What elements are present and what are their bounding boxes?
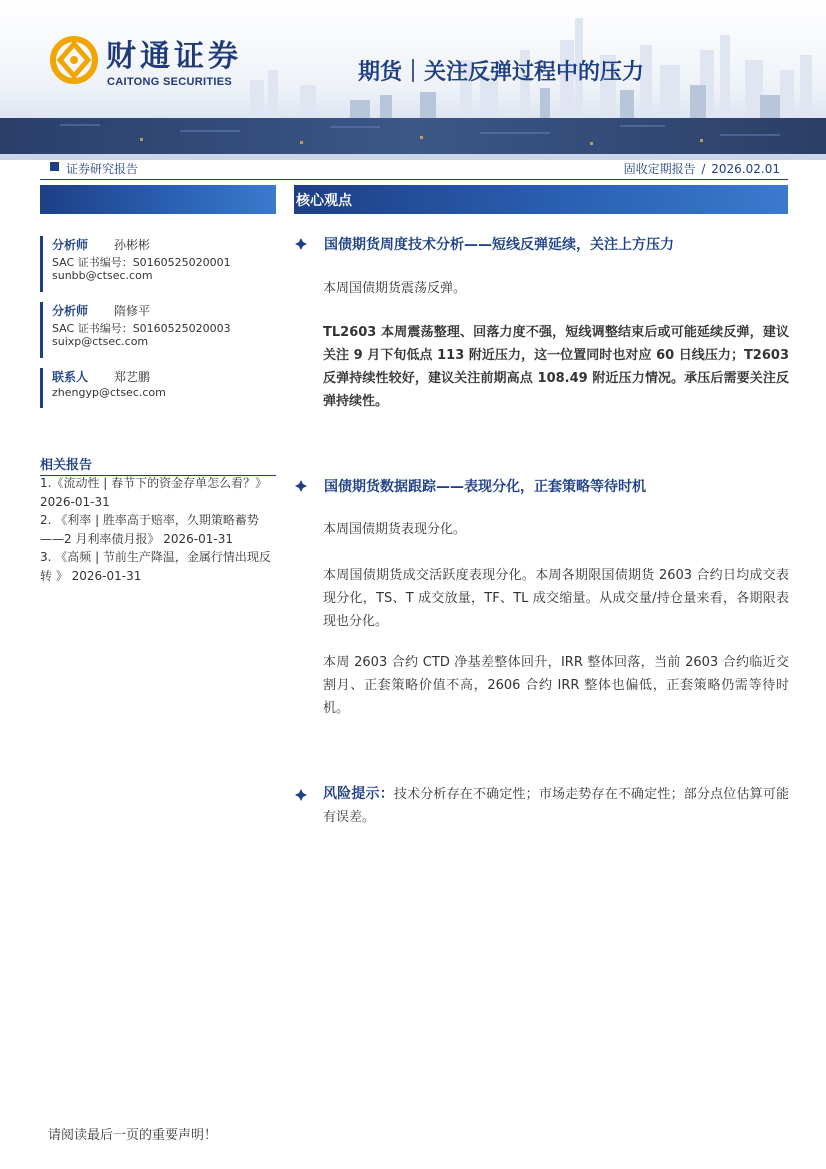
core-views-bar	[294, 185, 788, 214]
report-subbar	[40, 158, 788, 180]
contact-cert: SAC 证书编号：S0160525020001	[52, 256, 231, 269]
contact-cert: SAC 证书编号：S0160525020003	[52, 322, 231, 335]
section-paragraph: 本周国债期货表现分化。	[323, 522, 467, 537]
report-header	[0, 0, 826, 160]
contact-name: 孙彬彬	[114, 238, 151, 252]
contact-accent-line	[40, 236, 43, 292]
related-report-item[interactable]: 2. 《利率 | 胜率高于赔率，久期策略蓄势——2 月利率债月报》 2026-01-31	[40, 513, 259, 546]
caitong-logo-icon	[50, 36, 98, 84]
section-paragraph: 本周 2603 合约 CTD 净基差整体回升，IRR 整体回落，当前 2603 合约临近交割月、正套策略价值不高，2606 合约 IRR 整体也偏低，正套策略仍需等待时机。	[323, 655, 789, 716]
footer-disclaimer: 请阅读最后一页的重要声明！	[48, 1128, 218, 1143]
diamond-bullet-icon	[294, 237, 308, 251]
contact-email[interactable]: suixp@ctsec.com	[52, 335, 149, 348]
related-report-item[interactable]: 1.《流动性 | 春节下的资金存单怎么看？》 2026-01-31	[40, 476, 268, 509]
brand-name-en: CAITONG SECURITIES	[107, 76, 232, 88]
risk-warning	[323, 783, 789, 829]
section-heading-technical: 国债期货周度技术分析——短线反弹延续，关注上方压力	[324, 237, 674, 253]
contact-accent-line	[40, 368, 43, 408]
related-report-item[interactable]: 3. 《高频 | 节前生产降温，金属行情出现反转 》 2026-01-31	[40, 550, 271, 583]
left-header-bar	[40, 185, 276, 214]
section-paragraph: 本周国债期货成交活跃度表现分化。本周各期限国债期货 2603 合约日均成交表现分化，TS、T 成交放量，TF、TL 成交缩量。从成交量/持仓量来看，各期限表现也分化。	[323, 568, 789, 629]
contact-email[interactable]: sunbb@ctsec.com	[52, 269, 153, 282]
section-heading-data-tracking: 国债期货数据跟踪——表现分化，正套策略等待时机	[324, 479, 646, 495]
contact-role: 联系人	[52, 370, 89, 384]
section-paragraph-bold: TL2603 本周震荡整理、回落力度不强，短线调整结束后或可能延续反弹，建议关注 9 月下旬低点 113 附近压力，这一位置同时也对应 60 日线压力；T2603 反弹持续性较好，建议关注前期高点 108.49 附近压力情况。承压后需要关注反弹持续性。	[323, 325, 789, 409]
report-category: 固收定期报告	[623, 162, 696, 176]
related-reports-list	[40, 474, 280, 585]
report-type: 证券研究报告	[66, 162, 139, 176]
diamond-bullet-icon	[294, 788, 308, 802]
contact-name: 隋修平	[114, 304, 151, 318]
page-title: 期货｜关注反弹过程中的压力	[358, 60, 645, 85]
contact-email[interactable]: zhengyp@ctsec.com	[52, 386, 166, 399]
related-reports-title: 相关报告	[40, 454, 276, 476]
contact-role: 分析师	[52, 304, 89, 318]
section-paragraph: 本周国债期货震荡反弹。	[323, 281, 467, 296]
contact-accent-line	[40, 302, 43, 358]
square-bullet-icon	[50, 162, 59, 171]
contact-name: 郑艺鹏	[114, 370, 151, 384]
core-views-title: 核心观点	[296, 193, 352, 209]
contact-role: 分析师	[52, 238, 89, 252]
report-meta	[622, 160, 780, 177]
risk-text: 技术分析存在不确定性；市场走势存在不确定性；部分点位估算可能有误差。	[323, 787, 789, 825]
diamond-bullet-icon	[294, 479, 308, 493]
meta-separator: /	[701, 162, 706, 176]
brand-name-cn: 财通证券	[106, 39, 242, 74]
report-date: 2026.02.01	[711, 162, 780, 176]
risk-label: 风险提示：	[323, 786, 394, 802]
